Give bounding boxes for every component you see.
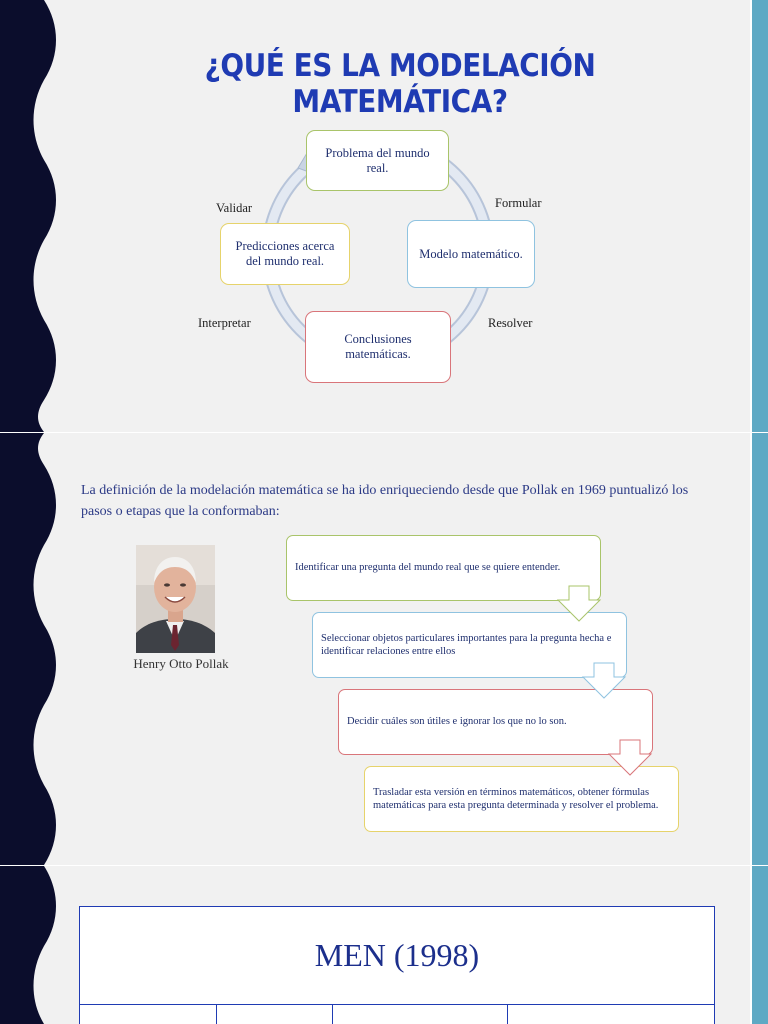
men-table-divider: [507, 1004, 508, 1024]
cycle-box-conclusiones-text: Conclusiones matemáticas.: [344, 332, 412, 361]
step-2: [312, 612, 627, 678]
portrait-image: [136, 545, 215, 653]
step-3: [338, 689, 653, 755]
label-interpretar: Interpretar: [198, 316, 251, 330]
label-resolver: Resolver: [488, 316, 533, 330]
cycle-box-modelo-text: Modelo matemático.: [419, 246, 523, 261]
step-3-text: Decidir cuáles son útiles e ignorar los que no lo son.: [347, 716, 567, 728]
photo-caption: Henry Otto Pollak: [133, 656, 229, 671]
right-accent-bar: [752, 0, 768, 432]
wavy-left-edge: [0, 866, 60, 1024]
label-validar: Validar: [216, 201, 253, 215]
slide-pollak: [0, 433, 768, 865]
step-4-text: Trasladar esta versión en términos matemáticos, obtener fórmulas matemáticas para esta pregunta determinada y resolver el problema.: [373, 786, 659, 811]
cycle-box-predicciones: [220, 223, 350, 285]
cycle-box-conclusiones: [305, 311, 451, 383]
cycle-box-modelo: [407, 220, 535, 288]
men-table-header: MEN (1998): [80, 907, 714, 1005]
cycle-box-problema: [306, 130, 449, 191]
cycle-box-predicciones-text: Predicciones acerca del mundo real.: [235, 239, 335, 268]
wavy-left-edge: [0, 0, 60, 432]
right-accent-bar: [752, 433, 768, 865]
step-1-text: Identificar una pregunta del mundo real que se quiere entender.: [295, 562, 561, 574]
step-4: [364, 766, 679, 832]
label-formular: Formular: [495, 196, 542, 210]
pollak-photo: [136, 545, 215, 653]
step-1: [286, 535, 601, 601]
intro-paragraph: La definición de la modelación matemática se ha ido enriqueciendo desde que Pollak en 1969 puntualizó los pasos o etapas que la conformaban:: [81, 483, 689, 519]
men-table-divider: [216, 1004, 217, 1024]
step-2-text: Seleccionar objetos particulares importantes para la pregunta hecha e identificar relaciones entre ellos: [321, 632, 612, 657]
men-table-divider: [332, 1004, 333, 1024]
right-accent-bar: [752, 866, 768, 1024]
cycle-box-problema-text: Problema del mundo real.: [325, 145, 430, 175]
slide-title: ¿QUÉ ES LA MODELACIÓN MATEMÁTICA?: [204, 48, 596, 120]
men-table: [79, 906, 715, 1024]
slide-modelacion: [0, 0, 768, 432]
wavy-left-edge: [0, 433, 60, 865]
slide-men: [0, 866, 768, 1024]
